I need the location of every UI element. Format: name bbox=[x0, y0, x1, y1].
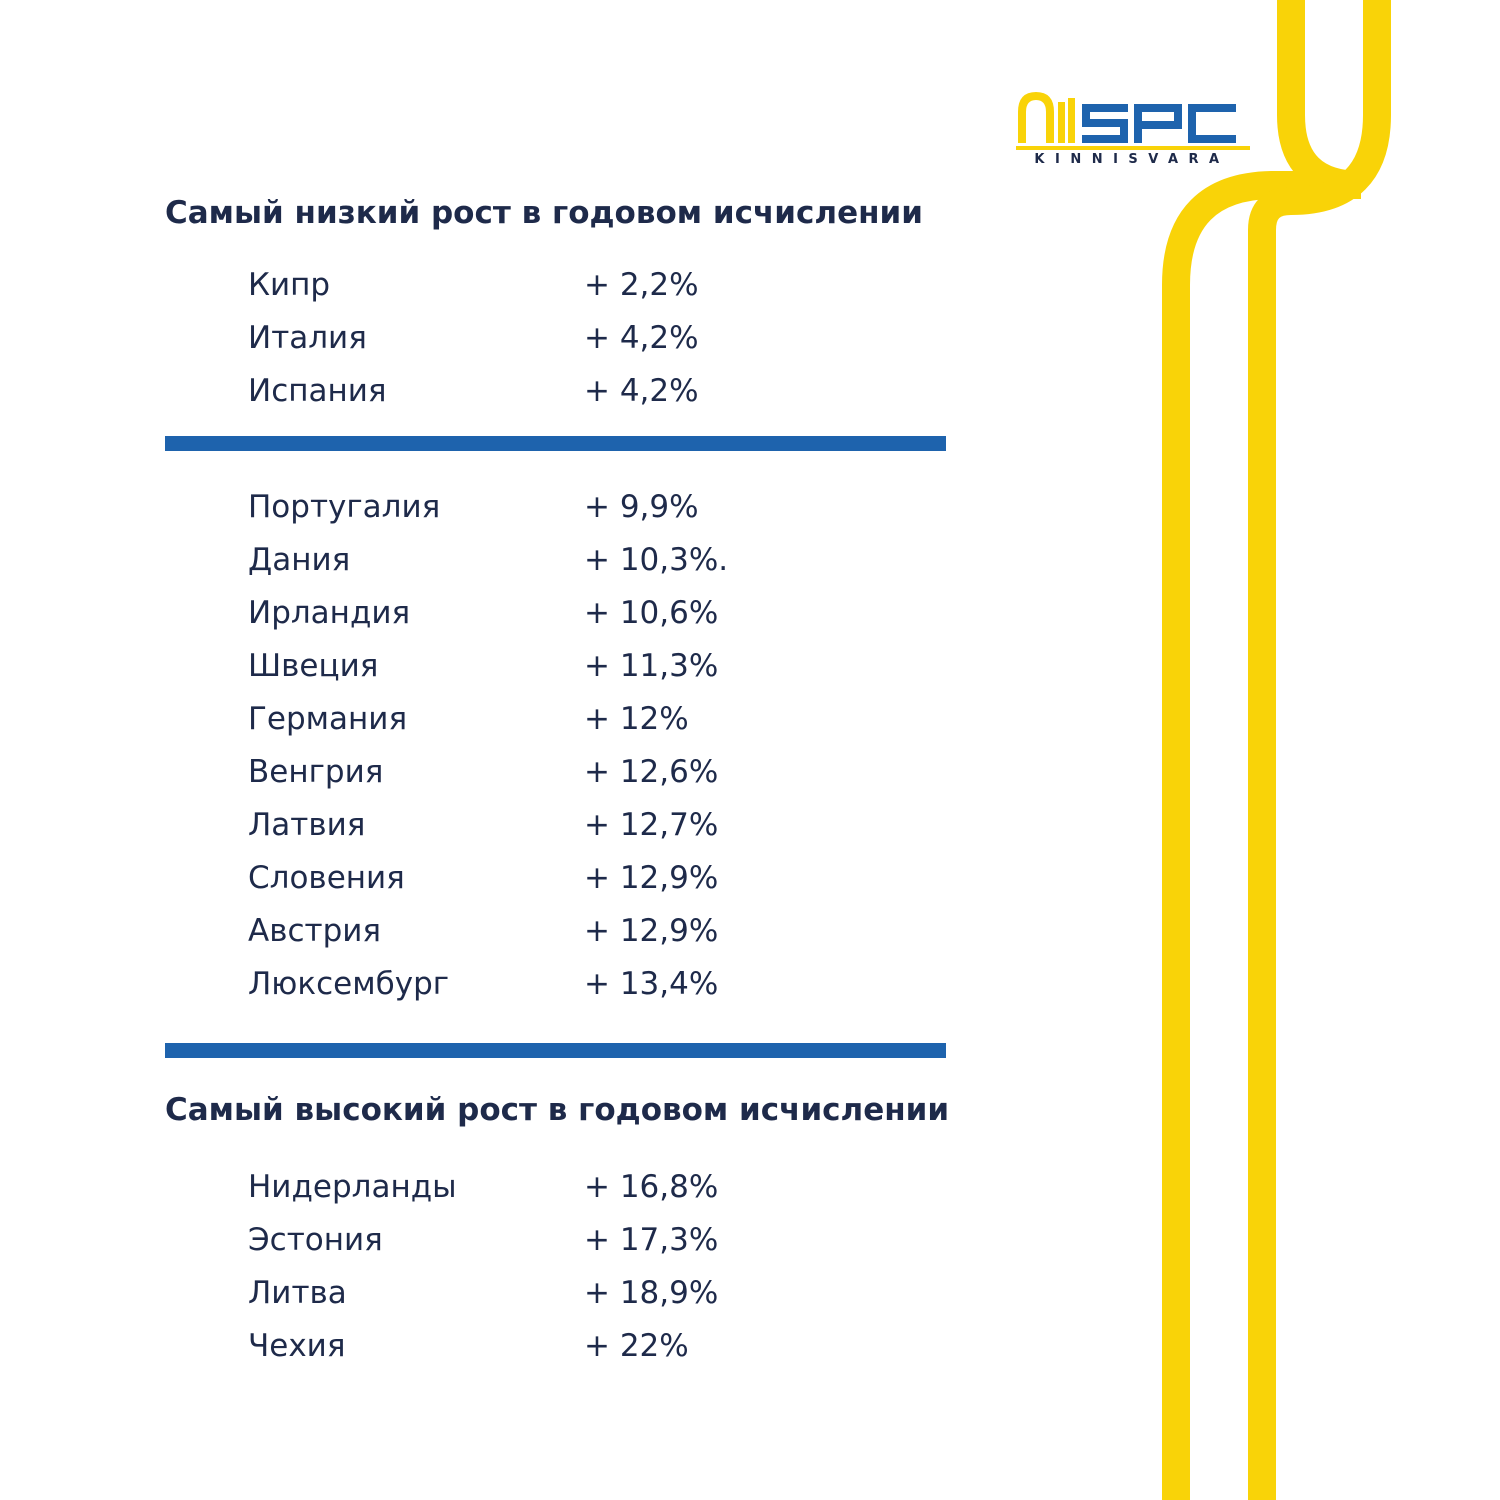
growth-value: + 12,7% bbox=[584, 807, 719, 843]
country-name: Венгрия bbox=[248, 754, 384, 790]
country-name: Португалия bbox=[248, 489, 441, 525]
heading-highest-growth: Самый высокий рост в годовом исчислении bbox=[165, 1092, 950, 1128]
country-name: Германия bbox=[248, 701, 408, 737]
country-name: Кипр bbox=[248, 267, 331, 303]
country-name: Люксембург bbox=[248, 966, 450, 1002]
heading-lowest-growth: Самый низкий рост в годовом исчислении bbox=[165, 195, 923, 231]
growth-value: + 4,2% bbox=[584, 320, 699, 356]
growth-value: + 13,4% bbox=[584, 966, 719, 1002]
growth-value: + 22% bbox=[584, 1328, 689, 1364]
growth-value: + 4,2% bbox=[584, 373, 699, 409]
country-name: Ирландия bbox=[248, 595, 411, 631]
logo-subtitle: KINNISVARA bbox=[1034, 152, 1230, 167]
growth-value: + 9,9% bbox=[584, 489, 699, 525]
country-name: Дания bbox=[248, 542, 351, 578]
country-name: Эстония bbox=[248, 1222, 383, 1258]
country-name: Чехия bbox=[248, 1328, 346, 1364]
section-divider bbox=[165, 436, 946, 451]
country-name: Литва bbox=[248, 1275, 347, 1311]
growth-value: + 10,6% bbox=[584, 595, 719, 631]
country-name: Латвия bbox=[248, 807, 366, 843]
growth-value: + 10,3%. bbox=[584, 542, 729, 578]
growth-value: + 12,6% bbox=[584, 754, 719, 790]
growth-value: + 16,8% bbox=[584, 1169, 719, 1205]
growth-value: + 11,3% bbox=[584, 648, 719, 684]
growth-value: + 2,2% bbox=[584, 267, 699, 303]
country-name: Словения bbox=[248, 860, 405, 896]
growth-value: + 17,3% bbox=[584, 1222, 719, 1258]
country-name: Нидерланды bbox=[248, 1169, 457, 1205]
growth-value: + 12,9% bbox=[584, 913, 719, 949]
growth-value: + 12% bbox=[584, 701, 689, 737]
country-name: Испания bbox=[248, 373, 387, 409]
section-divider bbox=[165, 1043, 946, 1058]
country-name: Италия bbox=[248, 320, 367, 356]
country-name: Швеция bbox=[248, 648, 379, 684]
country-name: Австрия bbox=[248, 913, 382, 949]
growth-value: + 12,9% bbox=[584, 860, 719, 896]
growth-value: + 18,9% bbox=[584, 1275, 719, 1311]
